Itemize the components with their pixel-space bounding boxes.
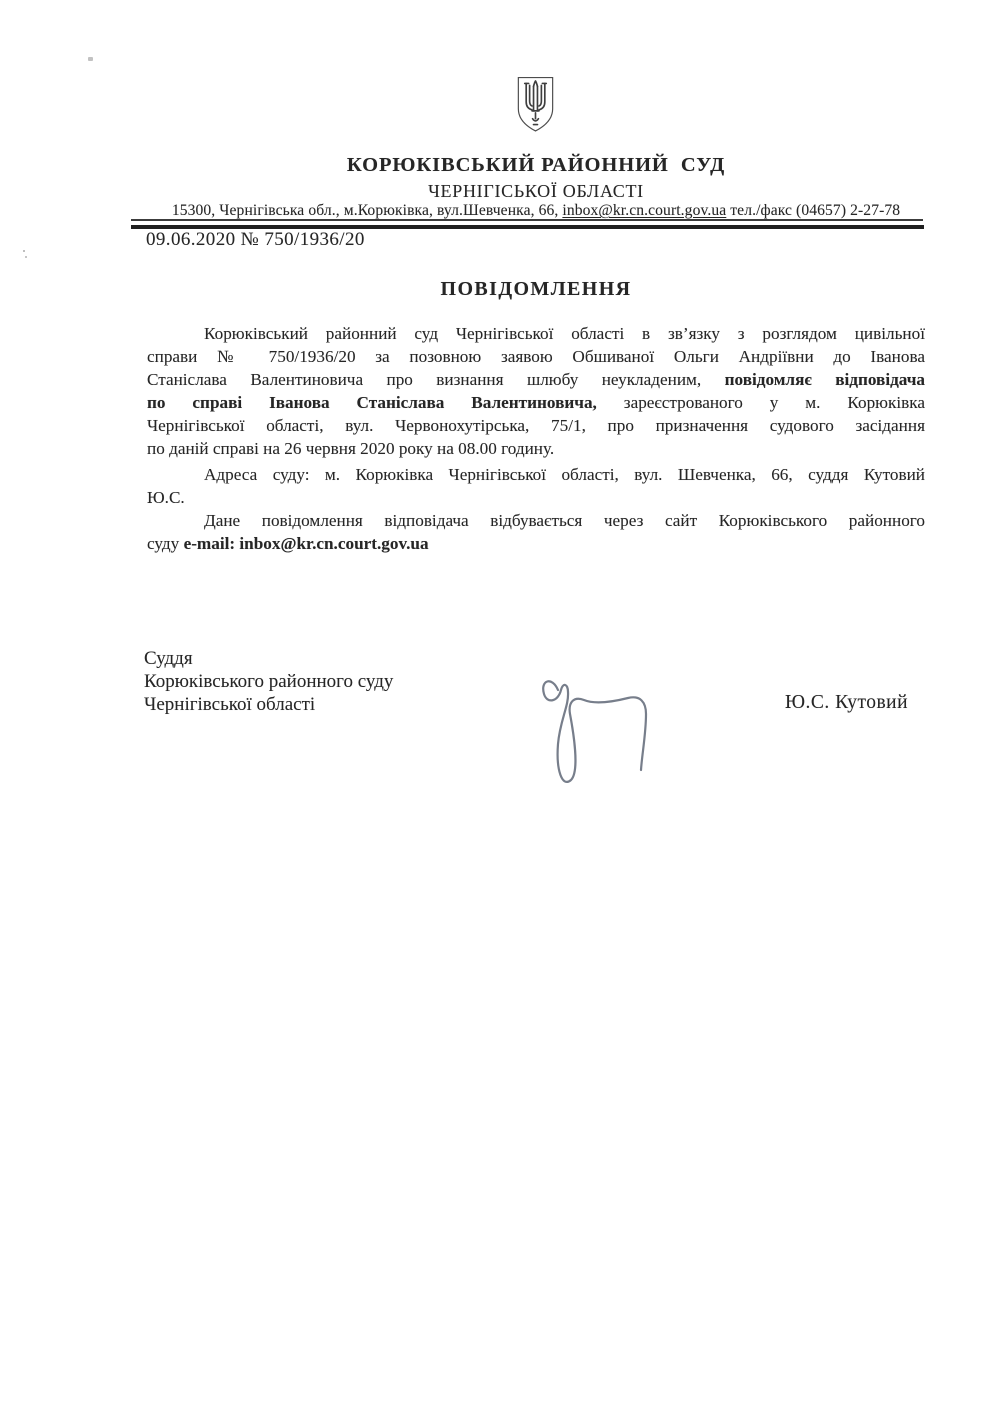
court-region-heading: ЧЕРНІГІСЬКОЇ ОБЛАСТІ: [428, 181, 644, 201]
signoff-block: [144, 647, 393, 716]
body-line: [147, 414, 925, 437]
court-email-text: inbox@kr.cn.court.gov.ua: [562, 202, 727, 219]
body-bold-segment: повідомляє відповідача: [724, 370, 925, 389]
body-segment: Чернігівської області, вул. Червонохутірська, 75/1, про призначення судового засідання: [147, 416, 925, 435]
signoff-court-line: Корюківського районного суду: [144, 671, 394, 692]
body-segment: зареєстрованого у м. Корюківка: [596, 393, 925, 412]
date-and-case-number: 09.06.2020 № 750/1936/20: [146, 229, 365, 250]
body-bold-segment: по справі Іванова Станіслава Валентиновича,: [147, 393, 597, 412]
body-segment: суду: [147, 534, 184, 553]
court-contact-line: [147, 202, 925, 220]
body-segment: по даній справі на 26 червня 2020 року на 08.00 годину.: [147, 439, 555, 458]
document-title: ПОВІДОМЛЕННЯ: [440, 278, 632, 300]
body-segment: Дане повідомлення відповідача відбувається через сайт Корюківського районного: [204, 511, 925, 530]
header-rule-thin: [131, 219, 923, 221]
body-line: [147, 532, 925, 555]
signoff-role-line: Суддя: [144, 648, 193, 669]
body-bold-segment: e-mail: inbox@kr.cn.court.gov.ua: [183, 534, 429, 553]
court-phone-text: тел./факс (04657) 2-27-78: [726, 202, 901, 219]
scan-artifact-speck: [88, 57, 93, 61]
body-segment: Адреса суду: м. Корюківка Чернігівської області, вул. Шевченка, 66, суддя Кутовий: [204, 465, 925, 484]
body-line: [147, 463, 925, 486]
body-line: [147, 391, 925, 414]
body-segment: Станіслава Валентиновича про визнання шлюбу неукладеним,: [147, 370, 725, 389]
body-line: [147, 509, 925, 532]
body-line: [147, 437, 925, 460]
signoff-region-line: Чернігівської області: [144, 694, 316, 715]
body-line: [147, 368, 925, 391]
judge-name: Ю.С. Кутовий: [785, 692, 909, 713]
body-segment: Ю.С.: [147, 488, 185, 507]
body-line: [147, 322, 925, 345]
body-segment: Корюківський районний суд Чернігівської області в зв’язку з розглядом цивільної: [204, 324, 925, 343]
court-name-heading: КОРЮКІВСЬКИЙ РАЙОННИЙ СУД: [346, 154, 726, 176]
handwritten-signature: [528, 668, 658, 808]
body-segment: справи № 750/1936/20 за позовною заявою Обшиваної Ольги Андріївни до Іванова: [147, 347, 925, 366]
coat-of-arms-trident-icon: [511, 75, 560, 134]
body-line: [147, 345, 925, 368]
court-address-text: 15300, Чернігівська обл., м.Корюківка, вул.Шевченка, 66,: [171, 202, 563, 219]
scan-artifact-dots: [23, 250, 25, 252]
body-line: [147, 486, 925, 509]
body-text: [147, 322, 925, 555]
